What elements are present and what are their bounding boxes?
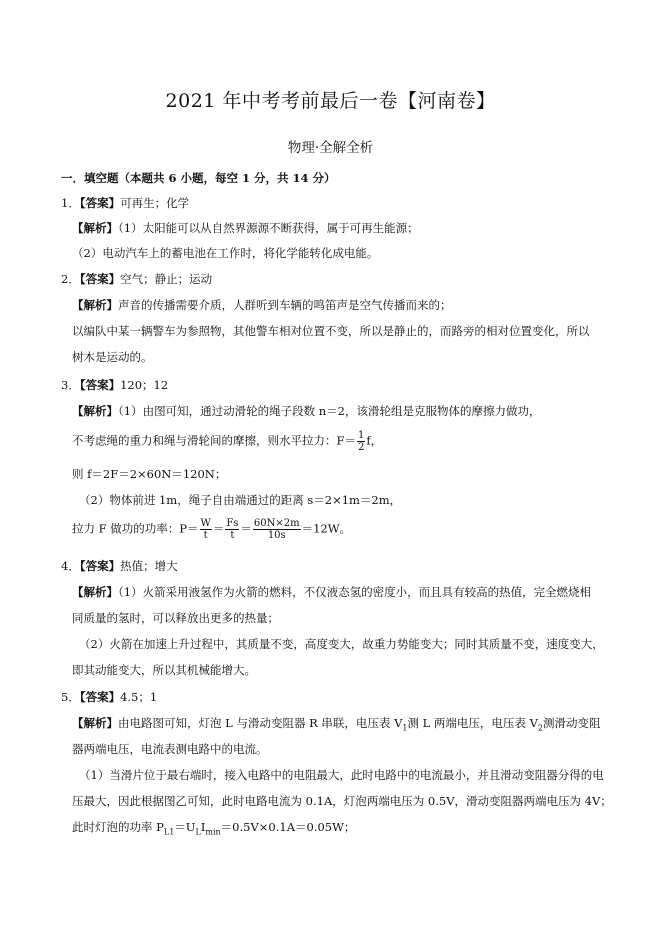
- answer-tag: 【答案】: [79, 196, 121, 210]
- q3-analysis-3: 则 f＝2F＝2×60N＝120N；: [72, 467, 227, 481]
- subscript: 1: [402, 723, 408, 733]
- fraction-fs-over-t: [225, 518, 239, 541]
- q2-analysis-1: 声音的传播需要介质，人群听到车辆的鸣笛声是空气传播而来的；: [118, 298, 452, 312]
- subscript: L: [195, 827, 201, 837]
- q3-analysis-1: （1）由图可知，通过动滑轮的绳子段数 n＝2，该滑轮组是克服物体的摩擦力做功，: [118, 404, 541, 418]
- q1-analysis-line: [72, 220, 419, 236]
- q5-analysis-5-text: 此时灯泡的功率 P: [72, 820, 164, 834]
- page-title: 2021 年中考考前最后一卷【河南卷】: [165, 90, 496, 112]
- fraction-denominator: t: [230, 530, 235, 541]
- q1-answer-line: [61, 195, 189, 211]
- q5-analysis-1-text: 由电路图可知，灯泡 L 与滑动变阻器 R 串联，电压表 V: [118, 716, 403, 730]
- q3-analysis-4: （2）物体前进 1m，绳子自由端通过的距离 s＝2×1m＝2m，: [79, 493, 402, 507]
- fraction-numerator: 60N×2m: [253, 518, 300, 529]
- q2-analysis-line: [72, 297, 452, 313]
- q4-analysis-2: 同质量的氢时，可以释放出更多的热量；: [72, 611, 279, 625]
- q5-analysis-5-tail: ＝0.5V×0.1A＝0.05W；: [220, 820, 356, 834]
- q2-analysis-3: 树木是运动的。: [72, 350, 153, 364]
- q4-analysis-1: （1）火箭采用液氢作为火箭的燃料，不仅液态氢的密度小，而且具有较高的热值，完全燃烧相: [118, 585, 592, 599]
- fraction-half: [357, 430, 365, 453]
- analysis-tag: 【解析】: [72, 221, 118, 235]
- q3-answer: 120；12: [120, 378, 169, 392]
- q4-answer-line: [61, 558, 178, 574]
- q2-answer-line: [61, 271, 212, 287]
- fraction-denominator: 10s: [267, 530, 286, 541]
- fraction-numerator: 1: [357, 430, 365, 441]
- fraction-denominator: 2: [357, 442, 365, 453]
- q3-analysis-2: [72, 430, 382, 453]
- answer-tag: 【答案】: [79, 690, 121, 704]
- q4-number: 4．: [61, 559, 80, 573]
- equals-sign: ＝: [240, 521, 252, 536]
- q5-analysis-5-mid1: ＝U: [174, 820, 196, 834]
- q3-answer-line: [61, 377, 168, 393]
- q5-analysis-4: 压最大，因此根据图乙可知，此时电路电流为 0.1A，灯泡两端电压为 0.5V，滑动变阻器两端电压为 4V；: [72, 794, 612, 808]
- q3-analysis-2-tail: f，: [366, 433, 383, 448]
- subscript: L1: [163, 827, 175, 837]
- q1-number: 1．: [61, 196, 80, 210]
- q4-analysis-4: 即其动能变大，所以其机械能增大。: [72, 663, 256, 677]
- q5-analysis-1-mid: 测 L 两端电压，电压表 V: [407, 716, 538, 730]
- fraction-w-over-t: [200, 518, 212, 541]
- q4-analysis-3: （2）火箭在加速上升过程中，其质量不变，高度变大，故重力势能变大；同时其质量不变，速度变大，: [79, 637, 604, 651]
- q5-analysis-3: （1）当滑片位于最右端时，接入电路中的电阻最大，此时电路中的电流最小，并且滑动变阻器分得的电: [79, 768, 604, 782]
- subscript: 2: [537, 723, 543, 733]
- answer-tag: 【答案】: [79, 559, 121, 573]
- q3-number: 3．: [61, 378, 80, 392]
- analysis-tag: 【解析】: [72, 716, 118, 730]
- section-heading: 一．填空题（本题共 6 小题，每空 1 分，共 14 分）: [61, 171, 336, 185]
- q5-analysis-5: [72, 819, 355, 835]
- q5-analysis-5-mid2: I: [200, 820, 206, 834]
- fraction-numerator: Fs: [226, 518, 239, 529]
- fraction-denominator: t: [203, 530, 208, 541]
- subscript: min: [205, 827, 221, 837]
- page-subtitle: 物理·全解全析: [287, 140, 374, 156]
- q1-analysis-1: （1）太阳能可以从自然界源源不断获得，属于可再生能源；: [118, 221, 419, 235]
- q2-number: 2．: [61, 272, 80, 286]
- fraction-numerator: W: [200, 518, 211, 529]
- fraction-values: [253, 518, 301, 541]
- equals-sign: ＝: [212, 521, 225, 536]
- answer-tag: 【答案】: [79, 378, 121, 392]
- q5-number: 5．: [61, 690, 80, 704]
- analysis-tag: 【解析】: [72, 404, 118, 418]
- q5-analysis-1-tail: 测滑动变阻: [543, 716, 601, 730]
- q1-answer: 可再生；化学: [120, 196, 190, 210]
- q4-analysis-line: [72, 584, 591, 600]
- analysis-tag: 【解析】: [72, 585, 118, 599]
- q3-analysis-line: [72, 403, 540, 419]
- q3-analysis-5: [72, 518, 351, 541]
- q3-analysis-5-tail: ＝12W。: [301, 521, 352, 536]
- q3-analysis-2-text: 不考虑绳的重力和绳与滑轮间的摩擦，则水平拉力：F＝: [72, 433, 356, 448]
- q5-answer-line: [61, 689, 157, 705]
- q2-analysis-2: 以编队中某一辆警车为参照物，其他警车相对位置不变，所以是静止的，而路旁的相对位置变化，所以: [72, 324, 590, 338]
- q5-answer: 4.5；1: [120, 690, 158, 704]
- q2-answer: 空气；静止；运动: [120, 272, 213, 286]
- q5-analysis-line: [72, 715, 601, 731]
- answer-tag: 【答案】: [79, 272, 121, 286]
- q5-analysis-2: 器两端电压，电流表测电路中的电流。: [72, 742, 268, 756]
- analysis-tag: 【解析】: [72, 298, 118, 312]
- q1-analysis-2: （2）电动汽车上的蓄电池在工作时，将化学能转化成电能。: [72, 246, 379, 260]
- q3-analysis-5-text: 拉力 F 做功的功率：P＝: [72, 521, 199, 536]
- q4-answer: 热值；增大: [120, 559, 178, 573]
